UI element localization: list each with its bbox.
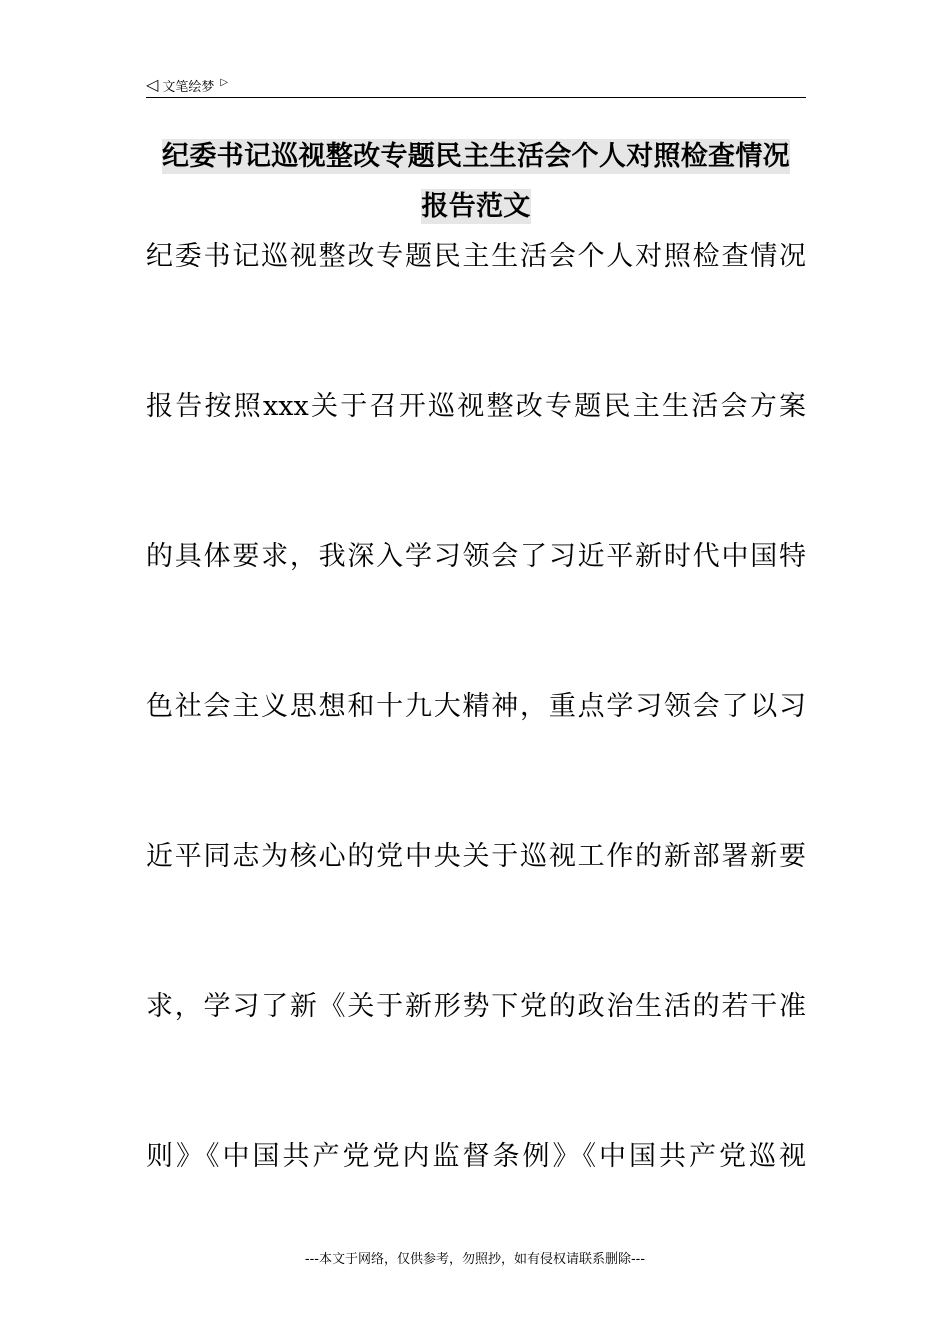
triangle-right-icon: ▷ [220,77,229,88]
body-line: 纪委书记巡视整改专题民主生活会个人对照检查情况 [146,241,806,272]
document-title-line-1: 纪委书记巡视整改专题民主生活会个人对照检查情况 [162,141,790,172]
body-line: 色社会主义思想和十九大精神，重点学习领会了以习 [146,691,806,722]
document-title-line-2: 报告范文 [421,191,531,222]
body-line: 求，学习了新《关于新形势下党的政治生活的若干准 [146,991,806,1022]
triangle-left-icon: ◁ [146,75,159,94]
body-line: 则》《中国共产党党内监督条例》《中国共产党巡视 [146,1141,806,1172]
body-line: 报告按照xxx关于召开巡视整改专题民主生活会方案 [146,391,806,422]
document-header [146,74,806,96]
header-label: 文笔绘梦 [162,79,215,95]
body-line: 的具体要求，我深入学习领会了习近平新时代中国特 [146,541,806,572]
header-divider [146,97,806,98]
body-line: 近平同志为核心的党中央关于巡视工作的新部署新要 [146,841,806,872]
footer-disclaimer: ---本文于网络，仅供参考，勿照抄，如有侵权请联系删除--- [304,1252,646,1267]
